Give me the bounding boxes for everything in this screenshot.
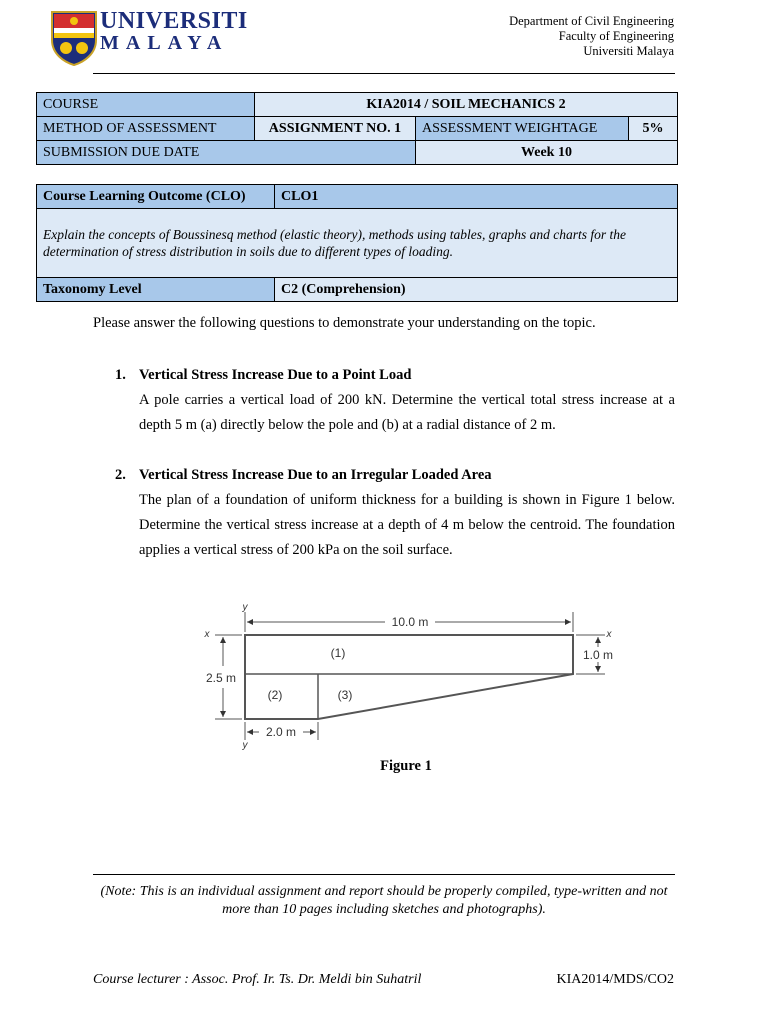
foundation-outline bbox=[245, 635, 573, 719]
university-name bbox=[100, 10, 248, 54]
document-code: KIA2014/MDS/CO2 bbox=[556, 972, 674, 987]
assessment-info-table bbox=[36, 92, 678, 165]
taxonomy-label: Taxonomy Level bbox=[37, 278, 275, 302]
faculty-name: Faculty of Engineering bbox=[558, 29, 674, 43]
axis-x-left: x bbox=[204, 629, 210, 640]
clo-label: Course Learning Outcome (CLO) bbox=[37, 185, 275, 209]
method-label: METHOD OF ASSESSMENT bbox=[37, 117, 255, 141]
university-crest-logo bbox=[50, 10, 98, 66]
department-block bbox=[509, 14, 674, 59]
method-value: ASSIGNMENT NO. 1 bbox=[255, 117, 416, 141]
region-3-label: (3) bbox=[337, 688, 353, 702]
axis-y-bottom: y bbox=[242, 740, 248, 751]
course-value: KIA2014 / SOIL MECHANICS 2 bbox=[255, 93, 678, 117]
dim-right-label: 1.0 m bbox=[582, 648, 614, 662]
method-row bbox=[37, 117, 678, 141]
axis-y-top: y bbox=[242, 602, 248, 613]
due-date-label: SUBMISSION DUE DATE bbox=[37, 141, 416, 165]
footer-divider bbox=[93, 874, 675, 875]
dim-bottom-label: 2.0 m bbox=[265, 725, 297, 739]
foundation-plan-figure bbox=[195, 598, 625, 758]
region-2-label: (2) bbox=[267, 688, 283, 702]
due-date-row bbox=[37, 141, 678, 165]
clo-description: Explain the concepts of Boussinesq method (elastic theory), methods using tables, graphs and charts for the determination of stress distribution in soils due to different types of loading. bbox=[37, 209, 678, 278]
weightage-label: ASSESSMENT WEIGHTAGE bbox=[416, 117, 629, 141]
weightage-value: 5% bbox=[629, 117, 678, 141]
university-name-line2: MALAYA bbox=[100, 32, 229, 54]
question-body: The plan of a foundation of uniform thickness for a building is shown in Figure 1 below. Determine the vertical stress increase at a depth of 4 m below the centroid. The foundation applies a vertical stress of 200 kPa on the soil surface. bbox=[139, 492, 675, 558]
course-label: COURSE bbox=[37, 93, 255, 117]
taxonomy-value: C2 (Comprehension) bbox=[275, 278, 678, 302]
taxonomy-row bbox=[37, 278, 678, 302]
header-divider bbox=[93, 73, 675, 74]
dim-top-label: 10.0 m bbox=[391, 615, 429, 629]
department-name: Department of Civil Engineering bbox=[509, 14, 674, 28]
region-1-label: (1) bbox=[330, 646, 346, 660]
course-row bbox=[37, 93, 678, 117]
question-1 bbox=[115, 363, 675, 438]
intro-text: Please answer the following questions to demonstrate your understanding on the topic. bbox=[93, 315, 596, 331]
question-title: Vertical Stress Increase Due to an Irregular Loaded Area bbox=[139, 467, 492, 483]
assignment-note: (Note: This is an individual assignment and report should be properly compiled, type-written and not more than 10 pages including sketches and photographs). bbox=[100, 884, 668, 917]
university-full-name: Universiti Malaya bbox=[583, 44, 674, 58]
question-2 bbox=[115, 463, 675, 563]
question-title: Vertical Stress Increase Due to a Point Load bbox=[139, 367, 412, 383]
course-lecturer: Course lecturer : Assoc. Prof. Ir. Ts. Dr. Meldi bin Suhatril bbox=[93, 972, 422, 987]
figure-caption: Figure 1 bbox=[380, 758, 432, 774]
due-date-value: Week 10 bbox=[416, 141, 678, 165]
clo-value: CLO1 bbox=[275, 185, 678, 209]
axis-x-right: x bbox=[606, 629, 612, 640]
clo-table bbox=[36, 184, 678, 302]
university-name-line1: UNIVERSITI bbox=[100, 8, 248, 34]
clo-header-row bbox=[37, 185, 678, 209]
question-body: A pole carries a vertical load of 200 kN. Determine the vertical total stress increase at a depth 5 m (a) directly below the pole and (b) at a radial distance of 2 m. bbox=[139, 392, 675, 433]
question-number: 1. bbox=[115, 367, 126, 383]
dim-left-label: 2.5 m bbox=[205, 671, 237, 685]
clo-description-row bbox=[37, 209, 678, 278]
question-number: 2. bbox=[115, 467, 126, 483]
